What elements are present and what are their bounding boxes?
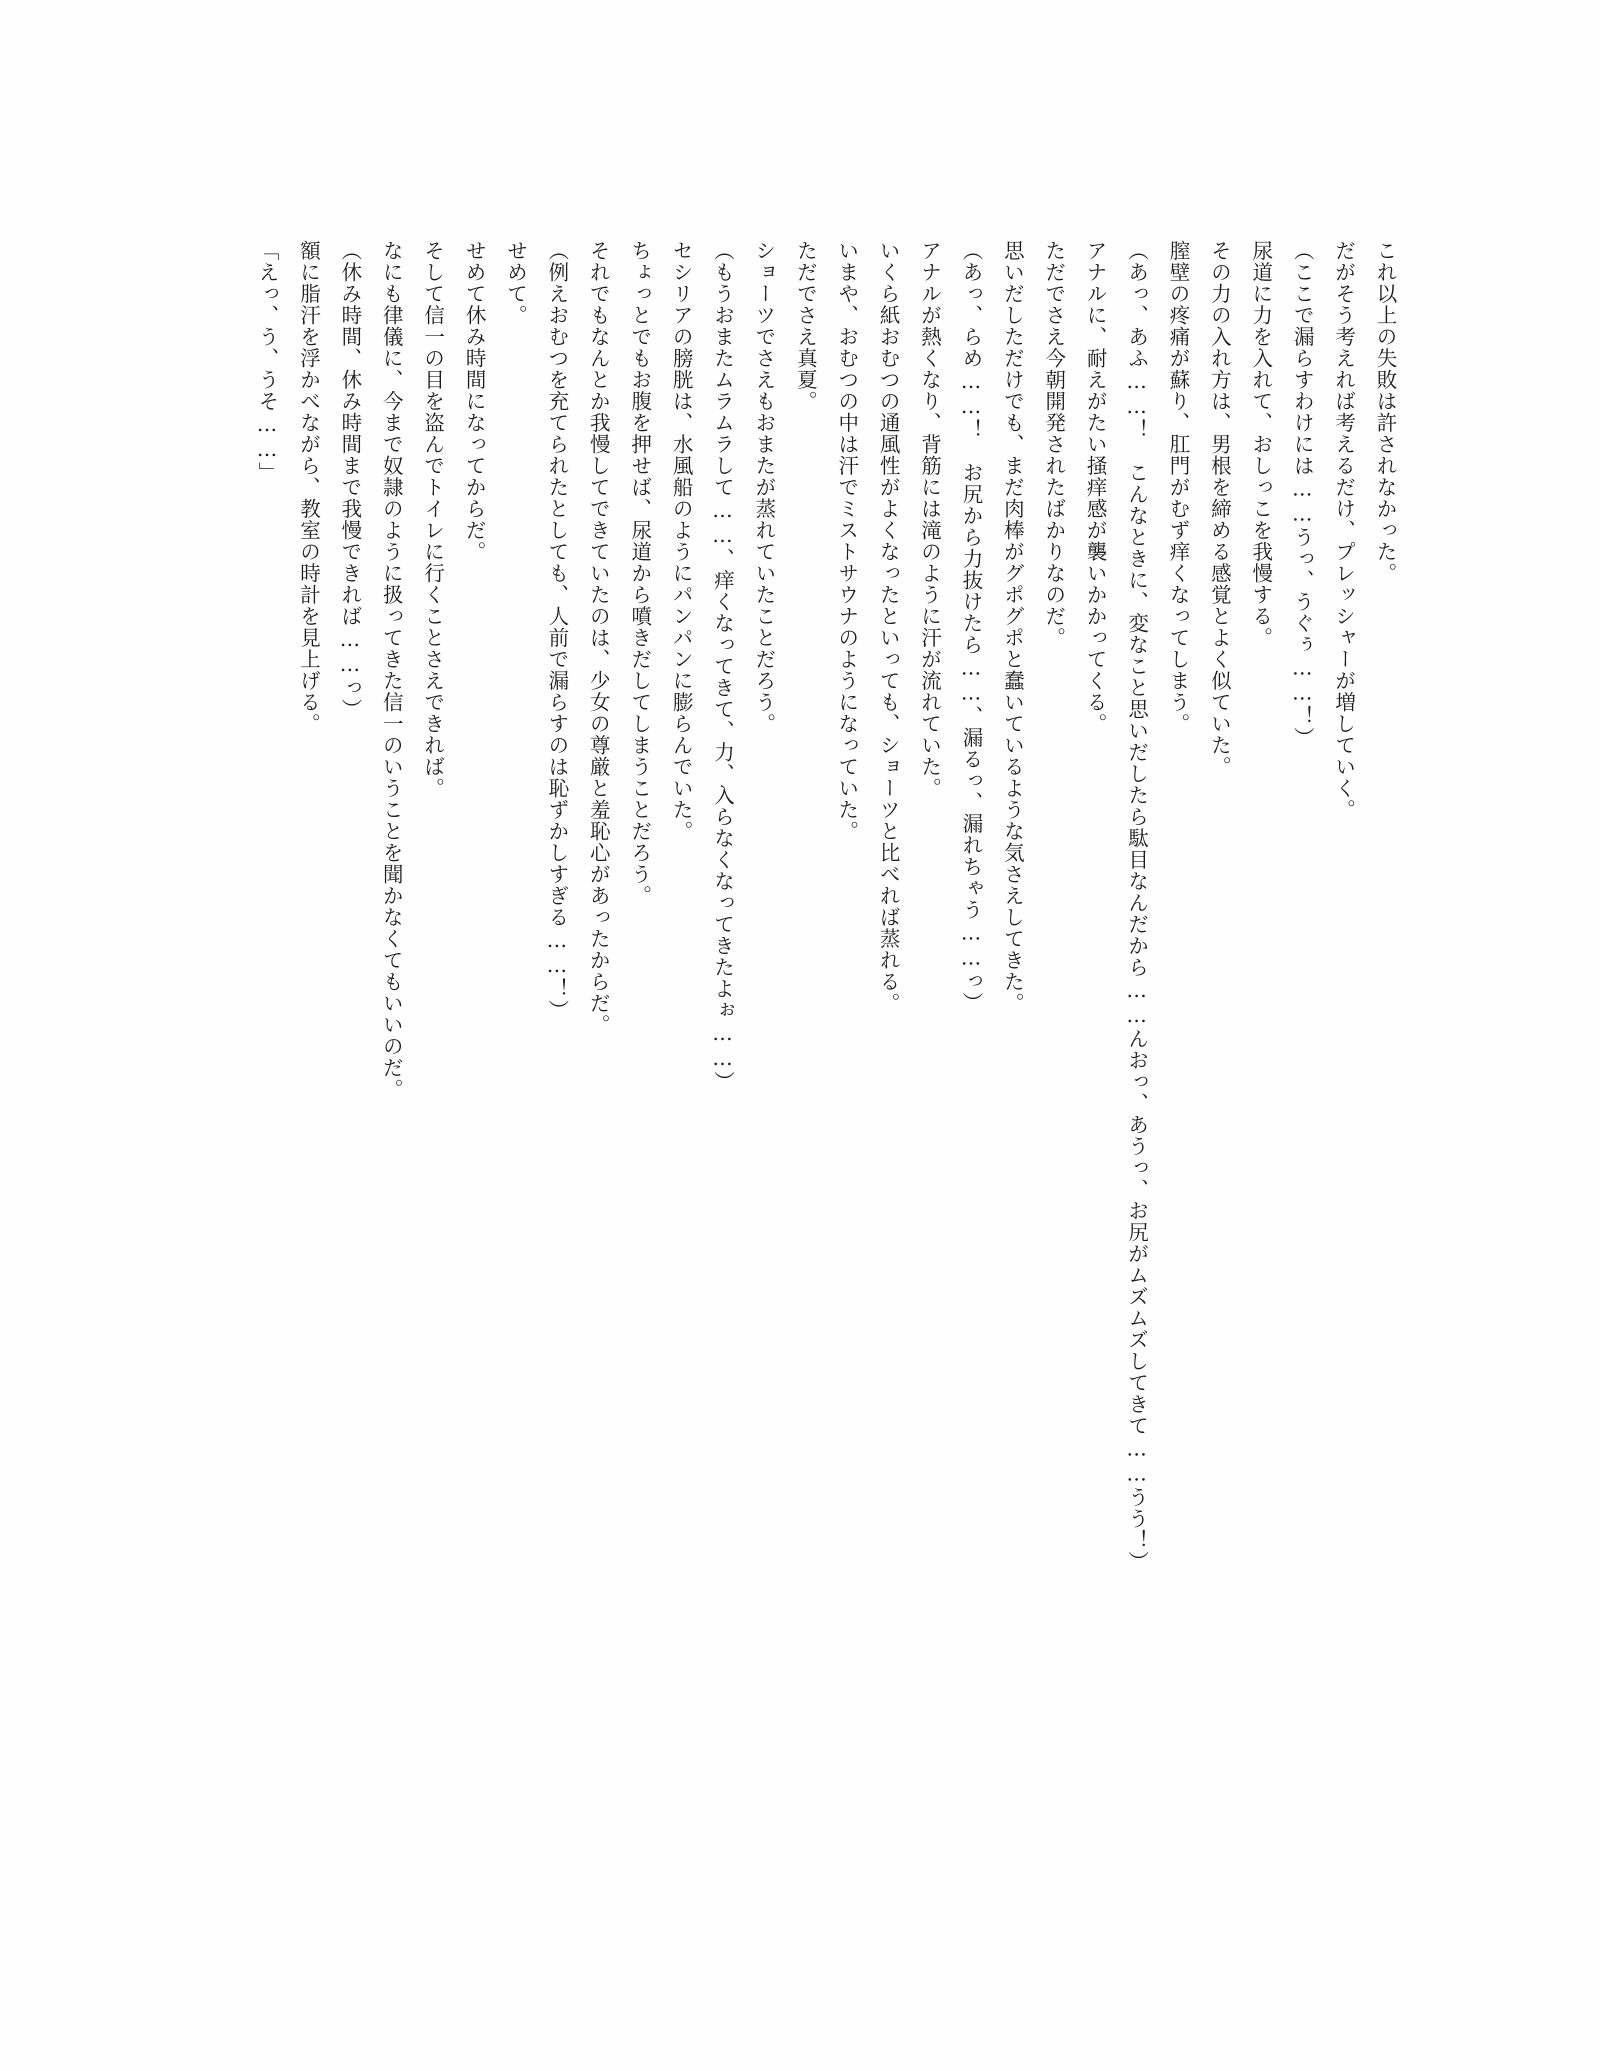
text-line: （あっ、らめ……！ お尻から力抜けたら……、漏るっ、漏れちゃう……っ） (958, 240, 983, 1014)
text-line: アナルに、耐えがたい掻痒感が襲いかかってくる。 (1083, 240, 1108, 735)
text-line: そして信一の目を盗んでトイレに行くことさえできれば。 (420, 240, 445, 799)
text-line: アナルが熱くなり、背筋には滝のように汗が流れていた。 (917, 240, 942, 799)
text-line: ちょっとでもお腹を押せば、尿道から噴きだしてしまうことだろう。 (627, 240, 652, 907)
text-line: せめて。 (503, 240, 528, 326)
text-line: それでもなんとか我慢してできていたのは、少女の尊厳と羞恥心があったからだ。 (586, 240, 611, 1036)
text-line: その力の入れ方は、男根を締める感覚とよく似ていた。 (1207, 240, 1232, 778)
text-line: いくら紙おむつの通風性がよくなったといっても、ショーツと比べれば蒸れる。 (876, 240, 901, 1014)
text-line: ただでさえ今朝開発されたばかりなのだ。 (1041, 240, 1066, 649)
text-line: （あっ、あふ……！ こんなときに、変なこと思いだしたら駄目なんだから……んおっ、あうっ、お尻がムズムズしてきて……うう！） (1124, 240, 1149, 1573)
text-line: 膣壁の疼痛が蘇り、肛門がむず痒くなってしまう。 (1165, 240, 1190, 735)
text-line: 額に脂汗を浮かべながら、教室の時計を見上げる。 (296, 240, 321, 735)
text-line: いまや、おむつの中は汗でミストサウナのようになっていた。 (834, 240, 859, 842)
text-line: これ以上の失敗は許されなかった。 (1373, 240, 1397, 584)
text-line: （もうおまたムラムラして……、痒くなってきて、力、入らなくなってきたよぉ……） (710, 240, 735, 1093)
text-line: だがそう考えれば考えるだけ、プレッシャーが増していく。 (1331, 240, 1356, 821)
text-line: セシリアの膀胱は、水風船のようにパンパンに膨らんでいた。 (669, 240, 694, 842)
text-line: ただでさえ真夏。 (793, 240, 818, 412)
text-line: （例えおむつを充てられたとしても、人前で漏らすのは恥ずかしすぎる……！） (544, 240, 569, 1021)
text-line: せめて休み時間になってからだ。 (462, 240, 487, 563)
text-line: （休み時間、休み時間まで我慢できれば……っ） (337, 240, 362, 720)
text-line: 尿道に力を入れて、おしっこを我慢する。 (1248, 240, 1273, 649)
vertical-text-body (246, 240, 1405, 1800)
text-line: （ここで漏らすわけには……うっ、うぐぅ……！） (1290, 240, 1315, 749)
text-line: 思いだしただけでも、まだ肉棒がグポグポと蠢いているような気さえしてきた。 (1000, 240, 1025, 1014)
text-line: ショーツでさえもおまたが蒸れていたことだろう。 (751, 240, 776, 735)
text-line: なにも律儀に、今まで奴隷のように扱ってきた信一のいうことを聞かなくてもいいのだ。 (379, 240, 404, 1100)
text-line: 「えっ、う、うそ……」 (255, 240, 280, 484)
